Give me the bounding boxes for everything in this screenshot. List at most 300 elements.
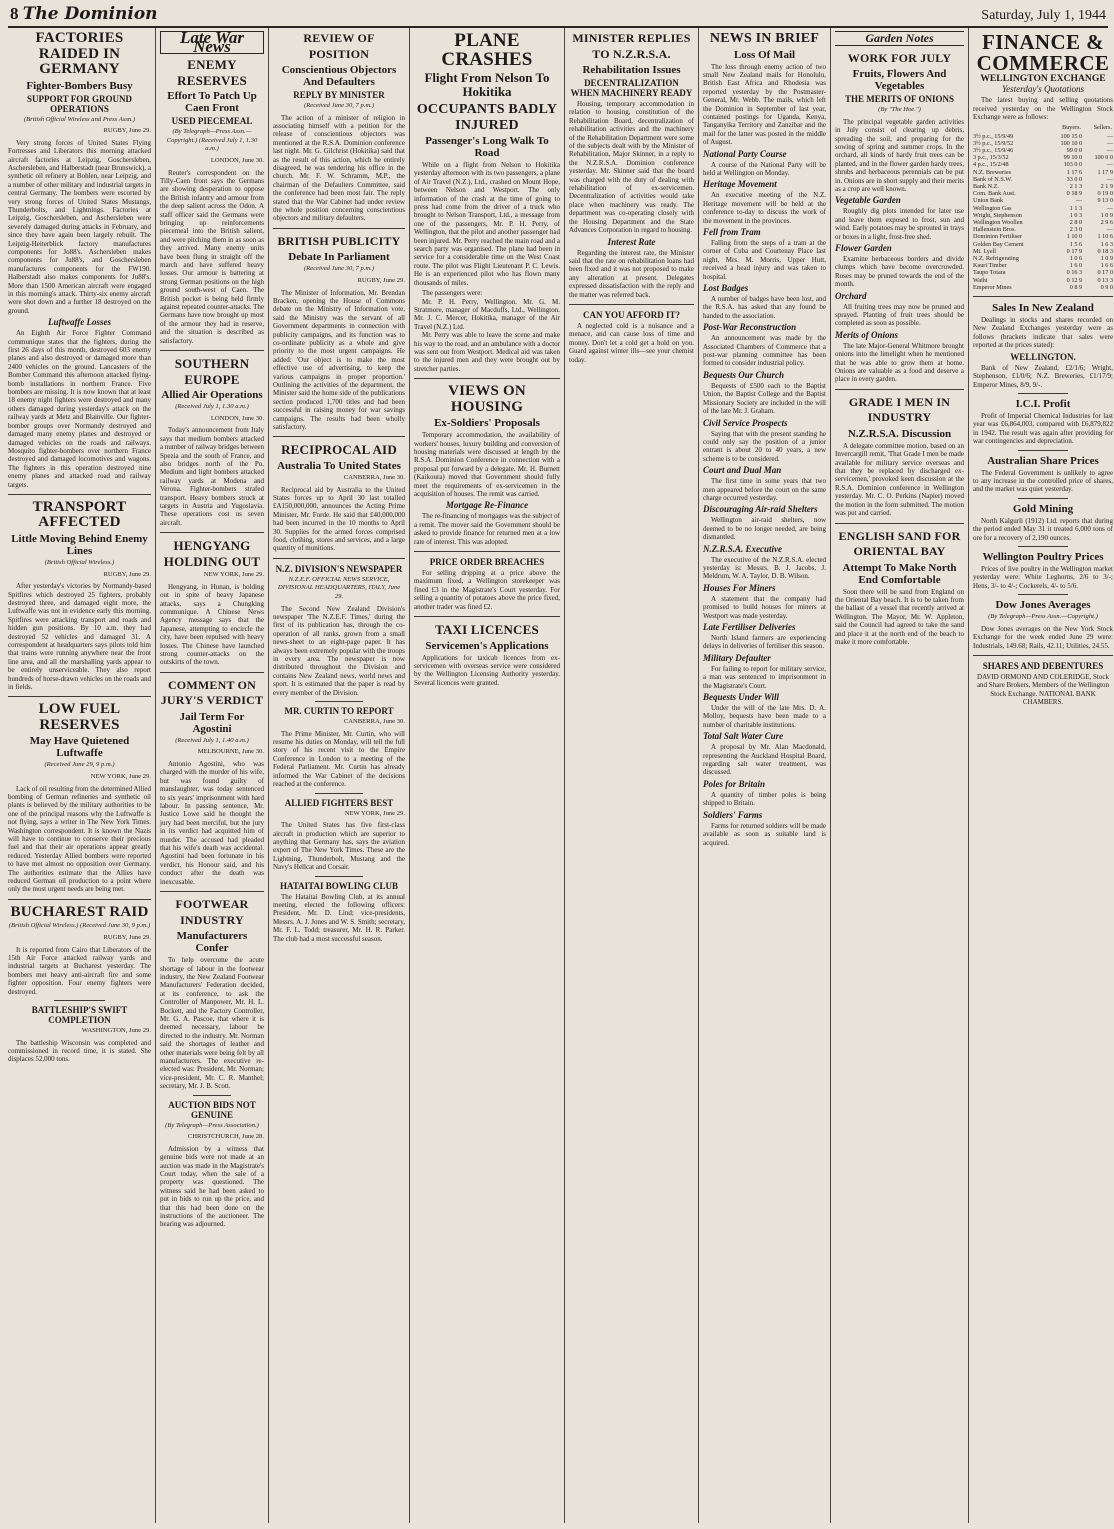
headline: Sales In New Zealand (992, 302, 1094, 315)
sellers-price: — (1106, 161, 1113, 169)
divider (54, 1000, 105, 1001)
article-body: Temporary accommodation, the availability of workers' houses, luxury building and conversion of housing materials were discussed at length by the R.S.A. Dominion Conference in connection with a proposal put forward by a delegate. Mr. H. Burnett (Kaikoura) moved that Government should fully meet the requirements of ex-servicemen in the acquisition of houses. The remit was carried. (414, 431, 560, 498)
column-header: Buyers. (1062, 124, 1082, 132)
article-body: Reuter's correspondent on the Tilly-Caen front says the Germans are showing desperation to oppose the British infantry and armour from the deep salient across the Odon. A staff officer said the Germans were bringing up reinforcements piecemeal into the British salient, and were pitching them in as soon as they arrived. Many enemy units have been flung in straight off the march and have suffered heavy losses. Our armour is battering at strong German positions on the high ground south-west of Caen. The British pocket is being held firmly against repeated counter-attacks. The Germans have now brought up most of the armour they had in reserve, and the situation is described as satisfactory. (160, 168, 264, 345)
buyers-price: 103 0 0 (1063, 161, 1083, 169)
article-body: After yesterday's victories by Normandy-based Spitfires which destroyed 25 fighters, probably destroyed three, and damaged eight more, the Luftwaffe was not in evidence early this morning. Spitfires were attacking transport and roads and hidden gun positions. By 10 a.m. they had destroyed 52 vehicles and damaged 31. A correspondent at headquarters says pilots told him that trains were running anywhere near the front line area, and all the marshalling yards appear to be entirely unserviceable. They also report hundreds of horse-drawn vehicles on the roads and in fields. (8, 582, 151, 691)
section-subhead: Lost Badges (703, 283, 749, 294)
sellers-price: — (1106, 139, 1113, 147)
divider (273, 228, 405, 229)
buyers-price: 0 12 9 (1066, 276, 1083, 284)
dateline: NEW YORK, June 29. (203, 571, 264, 579)
article-body: Lack of oil resulting from the determined Allied bombing of German refineries and synthetic oil plants is believed by the military authorities to be one of the principal reasons why the Luftwaffe is not flying, says a writer in The New York Times. Washington correspondent. It is known the Nazis will have to continue to conserve their precious fuel and that their air operations appear greatly reduced. Yesterday Allied bombers were reported to have met almost no opposition over Germany. The authorities estimate that the Allies have reduced German oil production to a point where only the most urgent needs are being met. (8, 784, 151, 894)
subheadline: Servicemen's Applications (425, 639, 549, 652)
headline: FACTORIES RAIDED IN GERMANY (35, 30, 124, 77)
table-row (973, 140, 1113, 147)
divider (1018, 594, 1068, 595)
sellers-price: — (1106, 147, 1113, 155)
article-body: Profit of Imperial Chemical Industries for last year was £6,864,003, compared with £6,879,822 in 1942. The result was again after providing for war contingencies and depreciation. (973, 411, 1113, 446)
buyers-price: 99 10 0 (1063, 154, 1083, 162)
section-body: Saying that with the present standing he could only say the position of a junior entrant is about 20 to 40 years, a new scheme is to be considered. (703, 429, 826, 463)
column-8 (968, 28, 1114, 1523)
headline: COMMENT ON JURY'S VERDICT (160, 677, 264, 708)
subheadline: Jail Term For Agostini (179, 710, 245, 735)
subheadline: Allied Air Operations (161, 389, 263, 402)
sellers-price: 0 19 0 (1097, 190, 1113, 198)
divider (8, 696, 151, 697)
headline: HENGYANG HOLDING OUT (163, 538, 261, 569)
section-body: For failing to report for military service, a man was sentenced to imprisonment in the Magistrate's Court. (703, 664, 826, 690)
dateline: CHRISTCHURCH, June 28. (187, 1133, 264, 1141)
article-body: The principal vegetable garden activities in July consist of clearing up debris, spreading the soil, and preparing for the sowing of spring and summer crops. In the orchard, all kinds of hardy fruit trees can be planted, and in the flower garden hardy trees, shrubs and herbaceous perennials can be put in. Onions are in short supply and their merits as a crop are well known. (835, 117, 964, 193)
section-body: A quantity of timber poles is being shipped to Britain. (703, 790, 826, 808)
article-body: Today's announcement from Italy says that medium bombers attacked a number of railway bridges between Spezia and the south of France, and also bridges north of the Po. Medium and light bombers attacked railway yards at Modena and Verona. Fighter-bombers strafed transport. Heavy bombers struck at targets in Austria and Yugoslavia. These operations cost us seven aircraft. (160, 426, 264, 527)
sellers-price: 1 0 9 (1100, 255, 1113, 263)
table-row (973, 226, 1113, 233)
section-body: Roughly dig plots intended for later use and leave them exposed to frost, sun and wind. Early potatoes may be sprouted in trays or boxes in a light, frost-free shed. (835, 207, 964, 241)
article-body: A delegate committee motion, based on an Invercargill remit, 'That Grade I men be made available for military service overseas and that they be replaced by discharged ex-servicemen,' provoked keen discussion at the R.S.A. Dominion conference in Wellington yesterday. Mr. C. O. Perkins (Napier) moved the motion in the form submitted. The motion was put and carried. (835, 441, 964, 518)
table-row (973, 197, 1113, 204)
security-name: N.Z. Refrigerating (973, 255, 1019, 263)
article-body: Dealings in stocks and shares recorded on New Zealand Exchanges yesterday were as follows (brackets indicate that sales were reported at the prices stated): (973, 316, 1113, 350)
table-row (973, 154, 1113, 161)
headline: I.C.I. Profit (1015, 397, 1071, 410)
section-body: Under the will of the late Mrs. D. A. Molloy, bequests have been made to a number of charitable institutions. (703, 704, 826, 729)
security-name: Union Bank (973, 197, 1004, 205)
divider (1018, 450, 1068, 451)
table-row (973, 219, 1113, 226)
masthead (8, 4, 1108, 28)
section-subhead: Total Salt Water Cure (703, 731, 784, 742)
headline: MR. CURTIN TO REPORT (284, 706, 394, 717)
divider (315, 701, 363, 702)
dateline: NEW YORK, June 29. (344, 809, 405, 817)
section-subhead: Vegetable Garden (835, 195, 901, 206)
table-row (973, 233, 1113, 240)
subheadline: Loss Of Mail (733, 48, 796, 61)
article-body: The battleship Wisconsin was completed and commissioned in record time, it is stated. She displaces 52,000 tons. (8, 1038, 151, 1064)
table-row (973, 212, 1113, 219)
article-body: Housing, temporary accommodation in relation to housing, constitution of the Rehabilitation Board, decentralization of rehabilitation activities and the machinery of the Rehabilitation Department were some of the subjects dealt with by the Minister of Rehabilitation, Major Skinner, in a reply to the N.Z.R.S.A. Dominion conference yesterday. Mr. Skinner said that the board was charged with the duty of dealing with rehabilitation of ex-servicemen. Decentralization of activities would take place when machinery was ready. The department was co-operating closely with the Housing Department and the State Advances Corporation in regard to housing. (569, 100, 694, 235)
buyers-price: — (1075, 197, 1083, 205)
sellers-price: 2 1 9 (1100, 183, 1113, 191)
issue-date: Saturday, July 1, 1944 (981, 8, 1106, 23)
wire-credit: (By Telegraph—Press Assn.—Copyright.) (Received July 1, 1.30 a.m.) (166, 128, 258, 153)
table-row (973, 183, 1113, 190)
section-subhead: Soldiers' Farms (703, 809, 763, 820)
sellers-price: 2 9 6 (1100, 219, 1113, 227)
wire-credit: (Received July 1, 1.40 a.m.) (175, 736, 249, 744)
subheadline: Passenger's Long Walk To Road (425, 135, 549, 159)
headline: FOOTWEAR INDUSTRY (175, 897, 249, 927)
divider (8, 899, 151, 900)
divider (315, 876, 363, 877)
headline: CAN YOU AFFORD IT? (583, 309, 680, 320)
divider (1018, 393, 1068, 394)
sellers-price: — (1106, 132, 1113, 140)
article-body: For selling dripping at a price above the maximum fixed, a Wellington storekeeper was fined £3 in the Magistrate's Court yesterday. For selling a quantity of potatoes above the price fixed, another trader was fined £2. (414, 569, 560, 611)
buyers-price: 1 1 3 (1069, 204, 1083, 212)
article-body: The Hataitai Bowling Club, at its annual meeting, elected the following officers: President, Mr. D. Lind; vice-presidents, Messrs. A. J. Jones and W. S. Smith; secretary, Mr. F. L. Todd; treasurer, Mr. H. R. Parker. The club had a most successful season. (273, 892, 405, 943)
section-subhead: Orchard (835, 290, 867, 301)
section-subhead: Bequests Our Church (703, 369, 785, 380)
subheadline: Australia To United States (277, 459, 401, 472)
article-body: Admission by a witness that genuine bids were not made at an auction was made in the Magistrate's Court today, when the sale of a property was questioned. The witness said he had been asked to put in bids to run up the price, and that this had been done on the instructions of the auctioneer. The hearing was adjourned. (160, 1144, 264, 1229)
article-body: While on a flight from Nelson to Hokitika yesterday afternoon with its two passengers, a plane of Air Travel (N.Z.), Ltd., crashed on Mount Hope, between Nelson and Westport. The only information of the crash at the time of going to press had come from the driver of a truck who brought to Nelson Transport, Ltd., a message from one of the passengers, Mr. P. H. Perry, of Wellington, that the pilot and another passenger had been injured. Mr. Perry reached the main road and a search party was organised. The plane had been in service for a considerable time on the West Coast route. The pilot was Flight Lieutenant P. C. Lewis. He is an experienced pilot who has flown many thousands of miles. (414, 161, 560, 287)
section-subhead: National Party Course (703, 148, 787, 159)
dateline: RUGBY, June 29. (357, 276, 405, 284)
table-row (973, 269, 1113, 276)
exchange-name: WELLINGTON EXCHANGE (980, 73, 1106, 84)
sellers-price: — (1106, 175, 1113, 183)
security-name: Dominion Fertiliser (973, 233, 1022, 241)
sellers-price: 0 13 3 (1097, 276, 1113, 284)
wire-credit: (British Official Wireless.) (Received June 30, 9 p.m.) (8, 922, 151, 930)
passenger-list: Mr. P. H. Perry, Wellington. Mr. G. M. Stratmore, manager of Macduffs, Ltd., Wellington. Mr. J. C. Mercer, Hokitika, manager of the Air Travel (N.Z.) Ltd. (414, 297, 560, 331)
subheadline: Flight From Nelson To Hokitika (424, 70, 550, 99)
advertisement-body: DAVID ORMOND AND COLERIDGE, Stock and Share Brokers, Members of the Wellington Stock Exchange. NATIONAL BANK CHAMBERS. (976, 673, 1110, 707)
section-subhead: Court and Dual Man (703, 465, 782, 476)
headline: RECIPROCAL AID (281, 442, 397, 458)
sellers-price: 1 6 6 (1100, 262, 1113, 270)
names-intro: The passengers were: (422, 289, 483, 298)
divider (414, 616, 560, 617)
wire-credit: N.Z.E.F. OFFICIAL NEWS SERVICE, DIVISIONAL HEADQUARTERS, ITALY, June 29. (277, 575, 401, 600)
subheadline: May Have Quietened Luftwaffe (29, 735, 130, 760)
divider (835, 523, 964, 524)
subheadline: USED PIECEMEAL (171, 116, 253, 127)
section-body: Wellington air-raid shelters, now deemed to be no longer needed, are being dismantled. (703, 516, 826, 542)
subheadline: Debate In Parliament (288, 251, 390, 264)
section-body: The late Major-General Whitmore brought onions into the limelight when he mentioned that he was able to grow them at home. Onions are valuable as a food and deserve a place in every garden. (835, 341, 964, 384)
divider (1018, 498, 1068, 499)
security-name: 4 p.c., 15/2/48 (973, 161, 1009, 169)
section-subhead: Merits of Onions (835, 329, 899, 340)
headline: ALLIED FIGHTERS BEST (284, 797, 394, 808)
table-row (973, 147, 1113, 154)
dateline: MELBOURNE, June 30. (197, 748, 264, 756)
section-body: Examine herbaceous borders and divide clumps which have become overcrowded. Roses may be pruned towards the end of the month. (835, 254, 964, 289)
column-header: Sellers. (1093, 124, 1112, 132)
section-body: Falling from the steps of a tram at the corner of Cuba and Courtenay Place last night, Mrs. M. Morris, Upper Hutt, received a head injury and was taken to hospital. (703, 239, 826, 281)
dateline: RUGBY, June 29. (103, 933, 151, 941)
section-subhead: Heritage Movement (703, 179, 777, 190)
security-name: 3½ p.c., 15/9/49 (973, 132, 1014, 140)
divider (1018, 546, 1068, 547)
section-subhead: Late Fertiliser Deliveries (703, 622, 796, 632)
subheadline: Little Moving Behind Enemy Lines (11, 532, 148, 557)
section-subhead: Interest Rate (607, 236, 656, 247)
headline: SOUTHERN EUROPE (174, 356, 250, 387)
headline: PLANE CRASHES (441, 30, 533, 70)
dateline: LONDON, June 30. (210, 414, 264, 422)
subheadline: WELLINGTON. (1010, 351, 1076, 362)
security-name: Hallenstein Bros. (973, 226, 1016, 234)
security-name: Golden Bay Cement (973, 240, 1024, 248)
column-2 (155, 28, 268, 1523)
buyers-price: 99 0 0 (1066, 147, 1083, 155)
sellers-price: 9 13 0 (1097, 197, 1113, 205)
subheadline: OCCUPANTS BADLY INJURED (416, 102, 558, 133)
security-name: Mt. Lyell (973, 247, 997, 255)
security-name: Bank of N.S.W. (973, 175, 1013, 183)
section-subhead: Luftwaffe Losses (47, 317, 112, 328)
advertisement-body: A neglected cold is a nuisance and a menace, and can cause loss of time and money. Don't let a cold get a hold on you. Guard against winter ills—see your chemist today. (569, 321, 694, 364)
subheadline: Ex-Soldiers' Proposals (434, 417, 540, 430)
wire-credit: (British Official Wireless and Press Assn.) (23, 115, 136, 123)
subheadline: Fruits, Flowers And Vegetables (852, 68, 947, 93)
quotations-intro: The latest buying and selling quotations received yesterday on the Wellington Stock Exchange were as follows: (973, 96, 1113, 121)
dateline: RUGBY, June 29. (103, 570, 151, 578)
subheadline: Effort To Patch Up Caen Front (167, 90, 257, 115)
article-body: The Second New Zealand Division's newspaper 'The N.Z.E.F. Times,' during the first of its publication has, through the co-operation of all ranks, grown from a small news-sheet to an eight-page paper. It has always been extremely popular with the troops in every area. The newspaper is now distributed throughout the Division and contains New Zealand news, world news and sport. It is estimated that the paper is read by every member of the Division. (273, 604, 405, 697)
section-body: North Island farmers are experiencing delays in deliveries of fertiliser this season. (703, 634, 826, 651)
headline: N.Z. DIVISION'S NEWSPAPER (275, 563, 403, 574)
headline: Australian Share Prices (987, 454, 1099, 467)
article-body: The Minister of Information, Mr. Brendan Bracken, opening the House of Commons debate on the Ministry of Information vote, said the Ministry was the servant of all Government departments in connection with publicity campaigns, and its function was to co-ordinate publicity as a whole and give priority to the most urgent campaigns. He added: 'Our object is to make the most effective use of advertising, to keep the various campaigns in proper proportion.' Outlining the activities of the department, the Minister said the home side of the publications section produced 1,700 titles and had been successful in raising money for war savings campaigns. The results had been wholly satisfactory. (273, 288, 405, 432)
table-row (973, 255, 1113, 262)
divider (569, 304, 694, 305)
headline: Wellington Poultry Prices (982, 550, 1104, 563)
section-subhead: Flower Garden (835, 242, 892, 253)
article-body: Soon there will be sand from England on the Oriental Bay beach. It is to be taken from the ballast of a vessel that recently arrived at Wellington. The Mayor, Mr. W. Appleton, said the Council had agreed to take the sand and place it at the north end of the beach to make it more comfortable. (835, 587, 964, 646)
article-body: It is reported from Cairo that Liberators of the 15th Air Force attacked railway yards and industrial targets at Bucharest yesterday. The bombers met heavy anti-aircraft fire and some fighter opposition. Four enemy fighters were destroyed. (8, 945, 151, 996)
divider (973, 296, 1113, 297)
divider (414, 551, 560, 552)
subheadline: Conscientious Objectors And Defaulters (281, 64, 397, 88)
article-body: To help overcome the acute shortage of labour in the footwear industry, the New Zealand Footwear Manufacturers' Federation decided, at its conference, to ask the Controller of Manpower, Mr. H. L. Bockett, and the Factory Controller, Mr. G. A. Pascoe, that where it is deemed necessary, labour be directed to the industry. Mr. Norman said the shortages of leather and other materials were being felt by all manufacturers. The executive re-elected was: President, Mr. Norman; vice-president, Mr. C. R. Manthel; secretary, Mr. J. B. Scott. (160, 956, 264, 1091)
table-row (973, 161, 1113, 168)
section-subhead: Discouraging Air-raid Shelters (703, 504, 818, 515)
buyers-price: 2 1 3 (1069, 183, 1083, 191)
security-name: 3½ p.c., 15/9/52 (973, 139, 1014, 147)
dateline: LONDON, June 30. (210, 156, 264, 164)
byline: (By "The Hoe.") (878, 106, 921, 114)
dateline: CANBERRA, June 30. (343, 473, 405, 481)
subheadline: DECENTRALIZATION WHEN MACHINERY READY (570, 78, 693, 98)
subheadline: REPLY BY MINISTER (293, 90, 385, 100)
divider (835, 389, 964, 390)
section-body: A statement that the company had promised to build houses for miners at Westport was made yesterday. (703, 594, 826, 620)
divider (973, 655, 1113, 656)
section-body: The first time in some years that two men appeared before the court on the same charge occurred yesterday. (703, 477, 826, 502)
article-body: Very strong forces of United States Flying Fortresses and Liberators this morning attacked aircraft factories at Leipzig, Goschersleben, Aschersleben, and Halberstadt (near Brunswick), a synthetic oil refinery at Bohlen, near Leipzig, and a number of other military and industrial targets in central Germany. The bombers were escorted by very strong forces of United States Mustangs, Thunderbolts, and Lightnings. Factories at Leipzig, Goschersleben, and Aschersleben were severely damaged during attacks in February, and since they have again been largely rebuilt. The Leipzig-Heiterblick factory manufactures components for Jo88's. Aschersleben makes components for Ju88's, and Goschersleben manufactures components for the FW190. Halberstadt also makes components for Ju88's. More than 1500 American aircraft were engaged in this morning's attack. Thirty-six enemy aircraft were shot down and a further 18 destroyed on the ground. (8, 138, 151, 315)
subheadline: Manufacturers Confer (176, 930, 248, 955)
section-body: Bequests of £500 each to the Baptist Union, the Baptist College and the Baptist Missionary Society are included in the will of the late Mr. J. Graham. (703, 381, 826, 416)
article-body: North Kalgurli (1912) Ltd. reports that during the period ended May 31 it treated 6,000 tons of ore for a recovery of 2,190 ounces. (973, 516, 1113, 542)
headline: BRITISH PUBLICITY (277, 233, 401, 248)
security-name: Waihi (973, 276, 988, 284)
section-subhead: N.Z.R.S.A. Executive (703, 543, 782, 554)
security-name: Com. Bank Aust. (973, 190, 1016, 198)
section-subhead: Civil Service Prospects (703, 417, 788, 428)
column-1 (8, 28, 155, 1523)
table-row (973, 133, 1113, 140)
divider (193, 1095, 230, 1096)
section-subhead: Bequests Under Will (703, 692, 780, 703)
divider (160, 672, 264, 673)
buyers-price: 2 8 0 (1069, 219, 1083, 227)
column-4 (409, 28, 564, 1523)
article-body: Reciprocal aid by Australia to the United States forces up to April 30 last totalled £A150,000,000, announces the Acting Prime Minister, Mr. Forde. He said that £40,000,000 had been incurred in the 10 months to April 30. Supplies for the armed forces comprised food, clothing, stores and services, and a large quantity of munitions. (273, 485, 405, 553)
quotations-table (973, 123, 1113, 291)
column-6 (698, 28, 830, 1523)
divider (160, 891, 264, 892)
wire-credit: (British Official Wireless.) (44, 558, 115, 566)
security-name: Taupo Totara (973, 269, 1006, 277)
buyers-price: 1 5 6 (1069, 240, 1083, 248)
headline: LOW FUEL RESERVES (38, 701, 121, 733)
wire-credit: (Received June 30, 7 p.m.) (303, 265, 375, 273)
section-body: An announcement was made by the Associated Chambers of Commerce that a post-war planning committee has been formed to consider industrial policy. (703, 334, 826, 368)
article-body: Applications for taxicab licences from ex-servicemen with overseas service were considered by the Wellington Licensing Authority yesterday. Several licences were granted. (414, 653, 560, 687)
section-subhead: Post-War Reconstruction (703, 322, 797, 333)
headline: WORK FOR JULY (847, 50, 952, 65)
buyers-price: 33 0 0 (1066, 175, 1083, 183)
table-row (973, 262, 1113, 269)
article-body: Dow Jones averages on the New York Stock Exchange for the week ended June 29 were: Industrials, 149.68; Rails, 42.11; Utilities, 24.55. (973, 624, 1113, 650)
page-number-and-title: 8 The Dominion (10, 4, 158, 24)
wire-credit: (By Telegraph—Press Assn.—Copyright.) (988, 613, 1098, 621)
article-body: An Eighth Air Force Fighter Command communique states that the fighters, during the first 26 days of this month, destroyed 603 enemy planes and also destroyed or damaged more than 2400 vehicles on the ground. Lancasters of the Bomber Command this afternoon attacked flying-bomb installations in northern France. Five bombers are missing. It is now known that at least 18 enemy night fighters were destroyed and many others damaged during yesterday's attack on the railway yards at Metz and Blainville. Our fighter-bomber groups over Normandy destroyed and damaged many enemy planes and destroyed or damaged vehicles on the roads and railways. Mosquito fighter-bombers over northern France destroyed and damaged locomotives and wagons. The fighters in this operation destroyed nine enemy planes and attacked road and railway targets. (8, 329, 151, 489)
section-subhead: Mortgage Re-Finance (445, 500, 529, 511)
subheadline: Fighter-Bombers Busy (26, 79, 133, 92)
security-name: Wellington Gas (973, 204, 1012, 212)
brief-list (703, 149, 826, 847)
sellers-price: 1 17 9 (1097, 168, 1113, 176)
section-subhead: Houses For Miners (703, 582, 776, 593)
sellers-price: 1 0 9 (1100, 211, 1113, 219)
subheadline: Rehabilitation Issues (582, 64, 681, 76)
security-name: Wellington Woollen (973, 219, 1023, 227)
section-body: Farms for returned soldiers will be made available as soon as suitable land is acquired. (703, 821, 826, 847)
headline: GRADE I MEN IN INDUSTRY (848, 394, 951, 425)
buyers-price: 2 3 0 (1069, 226, 1083, 234)
article-body: Mr. Perry was able to leave the scene and make his way to the road, and an ambulance with a doctor was sent out from Westport. Medical aid was taken to the injured men and they were brought out by stretcher parties. (414, 331, 560, 373)
buyers-price: 1 17 6 (1066, 168, 1083, 176)
buyers-price: 0 8 9 (1069, 283, 1083, 291)
sellers-price: 0 18 3 (1097, 247, 1113, 255)
security-name: Wright, Stephenson (973, 211, 1022, 219)
sellers-price: 100 0 0 (1094, 154, 1113, 162)
article-body: Regarding the interest rate, the Minister said that the rate on rehabilitation loans had been fixed and it was not proposed to make any alteration at present. Delegates expressed dissatisfaction with the reply and the matter was referred back. (569, 248, 694, 299)
wire-credit: (By Telegraph—Press Association.) (165, 1121, 259, 1129)
dateline: WASHINGTON, June 29. (81, 1027, 151, 1034)
article-body: Prices of live poultry in the Wellington market yesterday were: White Leghorns, 2/6 to 3/-; Hens, 3/- to 4/-; Cockerels, 4/- to 5/6. (973, 564, 1113, 590)
headline: HATAITAI BOWLING CLUB (279, 880, 399, 891)
table-row (973, 241, 1113, 248)
buyers-price: 0 16 3 (1066, 269, 1083, 277)
column-header (973, 123, 1049, 132)
table-row (973, 190, 1113, 197)
dateline: NEW YORK, June 29. (90, 773, 151, 780)
section-subhead: Fell from Tram (703, 227, 761, 237)
buyers-price: 1 10 0 (1066, 233, 1083, 241)
table-row (973, 176, 1113, 183)
headline: REVIEW OF POSITION (303, 31, 375, 61)
sellers-price: 0 17 0 (1097, 269, 1113, 277)
buyers-price: 100 15 0 (1060, 132, 1083, 140)
security-name: 3½ p.c., 15/9/46 (973, 147, 1014, 155)
article-body: The loss through enemy action of two small New Zealand mails for Honolulu, British East Africa and Rhodesia was reported yesterday by the Postmaster-General, Mr. Webb. The mails, which left the Dominion in September of last year, contained postings for Uganda, Kenya, Tanganyika Territory and Zanzibar and the mail for the latter was posted in the middle of August. (703, 62, 826, 147)
sellers-price: — (1106, 226, 1113, 234)
garden-sections (835, 195, 964, 384)
headline: TAXI LICENCES (435, 622, 539, 638)
headline: VIEWS ON HOUSING (448, 383, 526, 415)
subheadline: THE MERITS OF ONIONS (845, 94, 954, 105)
headline: BATTLESHIP'S SWIFT COMPLETION (31, 1005, 128, 1025)
section-title: FINANCE & COMMERCE (976, 30, 1110, 75)
dateline: RUGBY, June 29. (103, 127, 151, 135)
headline: TRANSPORT AFFECTED (32, 498, 127, 531)
security-name: 3 p.c., 15/3/52 (973, 154, 1009, 162)
section-body: A course of the National Party will be held at Wellington on Monday. (703, 160, 826, 177)
headline: Dow Jones Averages (995, 599, 1091, 612)
headline: PRICE ORDER BREACHES (429, 557, 545, 568)
divider (8, 494, 151, 495)
article-body: The re-financing of mortgages was the subject of a remit. The mover said the Government should be asked to provide finance for returned men at a low rate of interest. This was adopted. (414, 512, 560, 546)
buyers-price: 100 10 0 (1060, 139, 1083, 147)
headline: ENGLISH SAND FOR ORIENTAL BAY (838, 528, 961, 558)
article-body: The United States has five first-class aircraft in production which are superior to anything that Germany has, says the aviation expert of The New York Times. These are the Lightning, Thunderbolt, Mustang and the Navy's Hellcat and Corsair. (273, 821, 405, 872)
article-body: The action of a minister of religion in associating himself with a petition for the release of conscientious objectors was mentioned at the R.S.A. Dominion conference last night. Mr. G. Gilchrist (Hokitika) said that as the result of this action, which he entirely disagreed, he was tendering his office in the church. Mr. F. W. Schramm, M.P., the chairman of the Defaulters Committee, said the conference had been most fair. The reply stated that the War Cabinet had under review the whole position concerning conscientious objectors and military defaulters. (273, 113, 405, 223)
article-body: The Prime Minister, Mr. Curtin, who will resume his duties on Monday, will tell the full story of his recent visit to the Empire Conference in London to a meeting of the Federal Parliament. Mr. Curtin has already informed the War Cabinet of the decisions reached at the conference. (273, 729, 405, 789)
section-body: All fruiting trees may now be pruned and sprayed. Planting of fruit trees should be completed as soon as possible. (835, 302, 964, 328)
headline: SHARES AND DEBENTURES (982, 661, 1104, 672)
headline: BUCHAREST RAID (10, 903, 149, 920)
buyers-price: 1 0 3 (1069, 211, 1083, 219)
security-name: N.Z. Breweries (973, 168, 1011, 176)
table-row (973, 284, 1113, 291)
security-name: Bank N.Z. (973, 183, 999, 191)
column-3 (268, 28, 409, 1523)
divider (273, 558, 405, 559)
sellers-price: — (1106, 204, 1113, 212)
subheadline: Attempt To Make North End Comfortable (842, 561, 957, 586)
paper-name: The Dominion (22, 4, 158, 24)
subheadline: SUPPORT FOR GROUND OPERATIONS (26, 93, 133, 114)
wire-credit: (Received July 1, 1.30 a.m.) (175, 403, 249, 411)
section-title: Late War News (160, 31, 264, 54)
security-name: Emperor Mines (973, 283, 1012, 291)
article-body: Antonio Agostini, who was charged with the murder of his wife, but was found guilty of manslaughter, was today sentenced to six years' imprisonment with hard labour. In passing sentence, Mr. Justice Lowe said he thought the jury had been merciful, but the jury in its verdict had acquitted him of murder. The accused had pleaded that his wife's death was accidental. Agostini had been fortunate in his verdict, his Honour said, and his conduct after the death was inexcusable. (160, 760, 264, 886)
wire-credit: (Received June 30, 7 p.m.) (303, 102, 375, 109)
buyers-price: 0 17 9 (1066, 247, 1083, 255)
article-body: The Federal Government is unlikely to agree to any increase in the controlled price of shares, and the market was quiet yesterday. (973, 468, 1113, 494)
table-row (973, 248, 1113, 255)
section-subhead: Military Defaulter (703, 652, 771, 663)
headline: Gold Mining (1012, 502, 1074, 515)
article-body: Hengyang, in Hunan, is holding out in spite of heavy Japanese attacks, says a Chungking communique. A Chinese News Agency message says that the Japanese, attempting to encircle the city, have been repulsed with heavy losses. The Chinese have launched strong counter-attacks on the outskirts of the town. (160, 582, 264, 667)
subheadline: N.Z.R.S.A. Discussion (847, 427, 952, 440)
sales-list: Bank of New Zealand, £2/1/6; Wright, Stephenson, £1/0/6; N.Z. Breweries, £1/17/9; Emperor Mines, 8/9, 9/-. (973, 363, 1113, 389)
sellers-price: 1 6 3 (1100, 240, 1113, 248)
quotations-rows (973, 133, 1113, 291)
section-title: Garden Notes (835, 31, 964, 46)
divider (273, 436, 405, 437)
divider (414, 378, 560, 379)
quotations-title: Yesterday's Quotations (1001, 83, 1084, 94)
column-5 (564, 28, 698, 1523)
section-body: The executive of the N.Z.R.S.A. elected yesterday is: Messrs. B. J. Jacobs, J. Meldrum, W. A. Taylor, D. B. Wilson. (703, 555, 826, 581)
divider (315, 793, 363, 794)
section-subhead: Poles for Britain (703, 778, 766, 789)
headline: AUCTION BIDS NOT GENUINE (168, 1099, 256, 1120)
section-body: A proposal by Mr. Alan Macdonald, representing the Auckland Hospital Board, regarding salt water treatment, was discussed. (703, 743, 826, 777)
sellers-price: 1 10 6 (1097, 233, 1113, 241)
table-row (973, 169, 1113, 176)
column-7 (830, 28, 968, 1523)
